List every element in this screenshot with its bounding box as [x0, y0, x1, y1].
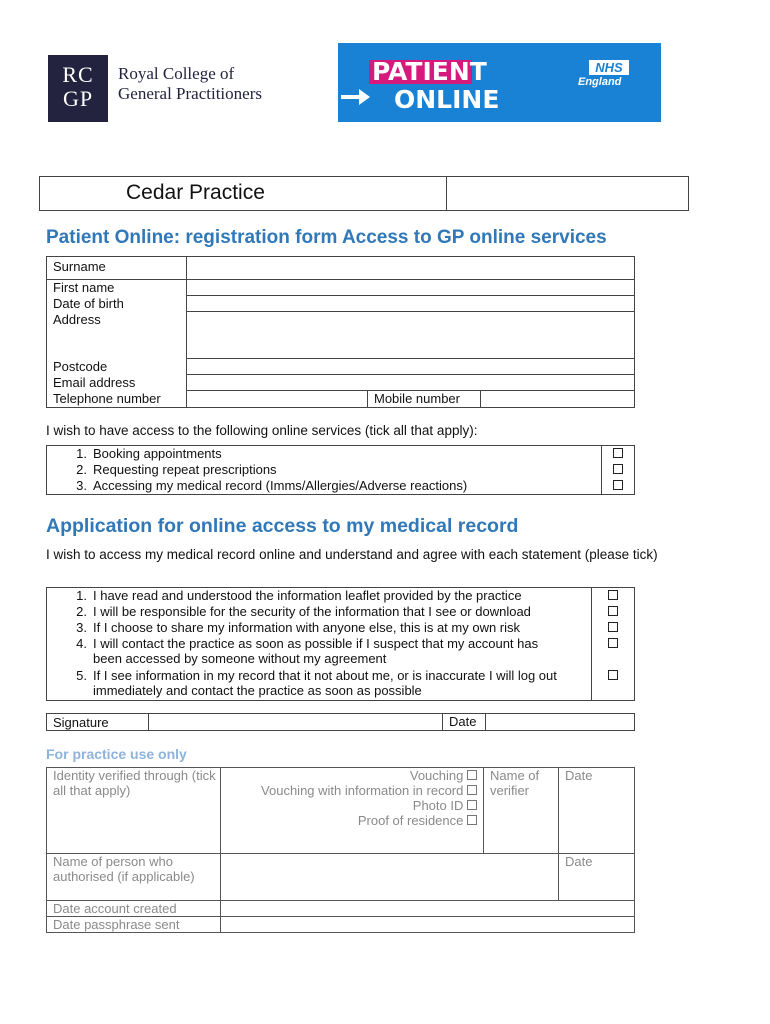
service-number: 1.	[76, 446, 87, 461]
statement-number: 1.	[76, 588, 87, 603]
statement-item	[47, 620, 592, 636]
option-proof-residence	[227, 813, 477, 828]
statement-number: 4.	[76, 635, 87, 651]
statement-item	[47, 588, 592, 604]
rcgp-name-line-2: General Practitioners	[118, 84, 262, 103]
rcgp-mark-line-1: RC	[62, 62, 94, 87]
signature-field[interactable]	[149, 714, 443, 731]
service-checkbox[interactable]	[613, 464, 623, 474]
option-vouching-record	[227, 783, 477, 798]
option-vouching	[227, 768, 477, 783]
service-item	[47, 478, 602, 495]
service-checkbox[interactable]	[613, 448, 623, 458]
nhs-england-label: England	[578, 76, 622, 88]
statement-text: I will be responsible for the security of the information that I see or download	[93, 603, 531, 619]
application-intro: I wish to access my medical record online and understand and agree with each statement (please tick)	[46, 547, 658, 562]
email-label: Email address	[47, 375, 187, 391]
application-title: Application for online access to my medical record	[46, 515, 519, 537]
statements-table	[46, 587, 635, 701]
option-label: Vouching with information in record	[261, 783, 464, 798]
option-checkbox[interactable]	[467, 785, 477, 795]
statement-text: If I see information in my record that it not about me, or is inaccurate I will log out immediately and contact the practice as soon as possible	[93, 667, 557, 698]
date-label: Date	[443, 714, 486, 731]
rcgp-logo-mark	[48, 55, 108, 122]
mobile-field[interactable]	[481, 391, 635, 408]
mobile-label: Mobile number	[368, 391, 481, 408]
verifier-date-label: Date	[559, 768, 635, 854]
first-name-field[interactable]	[187, 280, 635, 296]
personal-details-table	[46, 256, 635, 408]
nhs-logo: NHS	[589, 60, 629, 75]
service-number: 3.	[76, 477, 87, 493]
statement-number: 3.	[76, 619, 87, 635]
service-checkbox-cell	[602, 478, 635, 495]
authorised-date-label: Date	[559, 854, 635, 901]
statement-checkbox[interactable]	[608, 670, 618, 680]
practice-blank-cell[interactable]	[447, 177, 689, 211]
service-text: Accessing my medical record (Imms/Allergies/Adverse reactions)	[93, 477, 468, 493]
service-item	[47, 446, 602, 462]
statement-checkbox-cell	[592, 604, 635, 620]
statement-checkbox[interactable]	[608, 590, 618, 600]
authorised-label: Name of person who authorised (if applicable)	[47, 854, 221, 901]
registration-title: Patient Online: registration form Access to GP online services	[46, 227, 607, 248]
services-intro: I wish to have access to the following online services (tick all that apply):	[46, 423, 478, 438]
service-checkbox-cell	[602, 462, 635, 478]
option-checkbox[interactable]	[467, 770, 477, 780]
statement-checkbox[interactable]	[608, 638, 618, 648]
statement-item	[47, 604, 592, 620]
service-text: Requesting repeat prescriptions	[93, 461, 277, 477]
first-name-label: First name	[47, 280, 187, 296]
practice-use-table	[46, 767, 635, 933]
telephone-field[interactable]	[187, 391, 368, 408]
statement-checkbox[interactable]	[608, 622, 618, 632]
signature-table	[46, 713, 635, 731]
statement-text: If I choose to share my information with anyone else, this is at my own risk	[93, 619, 521, 635]
statement-checkbox-cell	[592, 620, 635, 636]
account-created-label: Date account created	[47, 901, 221, 917]
statement-item	[47, 636, 592, 668]
surname-label: Surname	[47, 257, 187, 280]
patient-word: PATIENT	[372, 57, 487, 86]
passphrase-sent-field[interactable]	[221, 917, 635, 933]
dob-field[interactable]	[187, 296, 635, 312]
email-field[interactable]	[187, 375, 635, 391]
postcode-label: Postcode	[47, 359, 187, 375]
telephone-label: Telephone number	[47, 391, 187, 408]
address-field[interactable]	[187, 312, 635, 359]
service-number: 2.	[76, 461, 87, 477]
rcgp-name-line-1: Royal College of	[118, 64, 235, 83]
services-table	[46, 445, 635, 495]
statement-checkbox-cell	[592, 636, 635, 668]
passphrase-sent-label: Date passphrase sent	[47, 917, 221, 933]
option-label: Photo ID	[412, 798, 464, 813]
statement-number: 2.	[76, 603, 87, 619]
service-item	[47, 462, 602, 478]
surname-field[interactable]	[187, 257, 635, 280]
statement-item	[47, 668, 592, 701]
option-label: Proof of residence	[357, 813, 464, 828]
online-word: ONLINE	[394, 85, 500, 114]
rcgp-mark-line-2: GP	[62, 86, 94, 111]
authorised-field[interactable]	[221, 854, 559, 901]
signature-label: Signature	[47, 714, 149, 731]
identity-options	[221, 768, 484, 854]
rcgp-logo-name	[118, 64, 262, 104]
option-checkbox[interactable]	[467, 800, 477, 810]
postcode-field[interactable]	[187, 359, 635, 375]
option-label: Vouching	[409, 768, 464, 783]
statement-text: I have read and understood the information leaflet provided by the practice	[93, 588, 522, 603]
statement-number: 5.	[76, 667, 87, 683]
account-created-field[interactable]	[221, 901, 635, 917]
statement-checkbox-cell	[592, 588, 635, 604]
service-checkbox[interactable]	[613, 480, 623, 490]
practice-name-table	[39, 176, 689, 211]
patient-online-logo	[338, 43, 661, 122]
date-field[interactable]	[486, 714, 635, 731]
statement-checkbox-cell	[592, 668, 635, 701]
statement-text: I will contact the practice as soon as possible if I suspect that my account has been accessed by someone without my agreement	[93, 635, 539, 666]
identity-label: Identity verified through (tick all that apply)	[47, 768, 221, 854]
service-text: Booking appointments	[93, 446, 222, 461]
dob-label: Date of birth	[47, 296, 187, 312]
option-photo-id	[227, 798, 477, 813]
address-label: Address	[47, 312, 187, 359]
service-checkbox-cell	[602, 446, 635, 462]
verifier-label: Name of verifier	[484, 768, 559, 854]
practice-name: Cedar Practice	[40, 177, 447, 211]
statement-checkbox[interactable]	[608, 606, 618, 616]
option-checkbox[interactable]	[467, 815, 477, 825]
practice-use-title: For practice use only	[46, 746, 187, 762]
arrow-right-icon	[341, 88, 371, 106]
